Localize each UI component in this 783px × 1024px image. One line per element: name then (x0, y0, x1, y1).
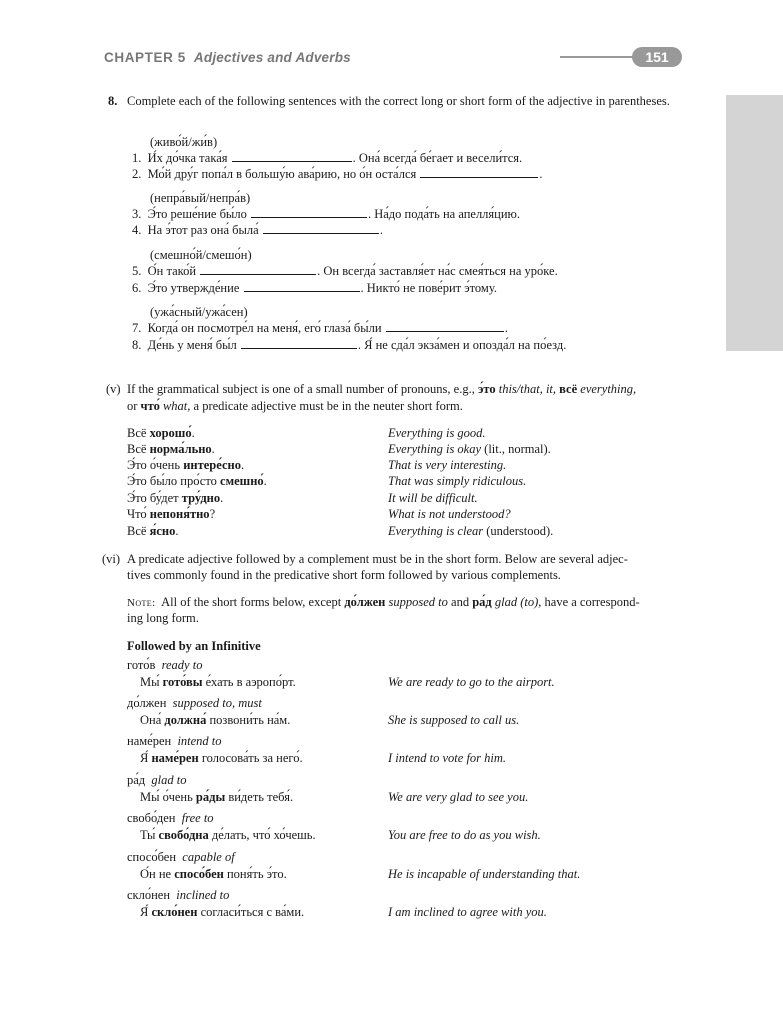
example-english: That was simply ridiculous. (388, 474, 527, 488)
example-russian: О́н не спосо́бен поня́ть э́то. (140, 867, 287, 881)
example-russian: Я́ наме́рен голосова́ть за него́. (140, 751, 303, 765)
adjective-pair: (ужа́сный/ужа́сен) (150, 305, 248, 319)
answer-blank[interactable] (241, 338, 357, 349)
example-russian: Всё хорошо́. (127, 426, 195, 440)
exercise-item: 8. Де́нь у меня́ бы́л . Я́ не сда́л экза́мен и опозда́л на по́езд. (132, 338, 567, 352)
rule-text: If the grammatical subject is one of a small number of pronouns, e.g., э́то this/that, it, всё everything, (127, 382, 637, 396)
headword: ра́д glad to (127, 773, 187, 787)
example-english: He is incapable of understanding that. (388, 867, 581, 881)
adjective-pair: (непра́вый/непра́в) (150, 191, 251, 205)
thumb-tab (726, 95, 783, 351)
chapter-label: CHAPTER 5 (104, 50, 186, 65)
headword: до́лжен supposed to, must (127, 696, 262, 710)
answer-blank[interactable] (251, 207, 367, 218)
note: Note: All of the short forms below, except до́лжен supposed to and ра́д glad (to), have a correspond- (127, 595, 640, 609)
answer-blank[interactable] (386, 321, 504, 332)
example-english: Everything is okay (lit., normal). (388, 442, 551, 456)
rule-text: or что́ what, a predicate adjective must be in the neuter short form. (127, 399, 463, 413)
example-english: She is supposed to call us. (388, 713, 520, 727)
example-english: What is not understood? (388, 507, 511, 521)
example-russian: Я́ скло́нен согласи́ться с ва́ми. (140, 905, 305, 919)
exercise-item: 4. На э́тот раз она́ была́ . (132, 223, 383, 237)
example-russian: Всё норма́льно. (127, 442, 215, 456)
section-label: (v) (106, 382, 121, 396)
example-english: Everything is clear (understood). (388, 524, 554, 538)
rule-text: A predicate adjective followed by a complement must be in the short form. Below are several adjec- (127, 552, 628, 566)
answer-blank[interactable] (420, 167, 538, 178)
headword: скло́нен inclined to (127, 888, 230, 902)
adjective-pair: (смешно́й/смешо́н) (150, 248, 252, 262)
running-head (104, 50, 351, 65)
answer-blank[interactable] (200, 264, 316, 275)
adjective-pair: (живо́й/жи́в) (150, 135, 218, 149)
exercise-item: 2. Мо́й дру́г попа́л в большу́ю ава́рию, но о́н оста́лся . (132, 167, 543, 181)
chapter-title: Adjectives and Adverbs (193, 50, 351, 65)
section-label: (vi) (102, 552, 121, 566)
example-russian: Что́ непоня́тно? (127, 507, 216, 521)
exercise-item: 7. Когда́ он посмотре́л на меня́, его́ глаза́ бы́ли . (132, 321, 508, 335)
answer-blank[interactable] (232, 151, 352, 162)
rule-text: tives commonly found in the predicative short form followed by various complements. (127, 568, 561, 582)
example-russian: Она́ должна́ позвони́ть на́м. (140, 713, 291, 727)
note: ing long form. (127, 611, 199, 625)
example-russian: Э́то о́чень интере́сно. (127, 458, 245, 472)
subheading: Followed by an Infinitive (127, 639, 261, 653)
example-english: It will be difficult. (388, 491, 478, 505)
example-english: You are free to do as you wish. (388, 828, 541, 842)
page-number: 151 (632, 47, 682, 67)
example-russian: Э́то бу́дет тру́дно. (127, 491, 224, 505)
exercise-item: 3. Э́то реше́ние бы́ло . На́до пода́ть на апелля́цию. (132, 207, 521, 221)
example-russian: Всё я́сно. (127, 524, 179, 538)
exercise-item: 6. Э́то утвержде́ние . Никто́ не пове́рит э́тому. (132, 281, 497, 295)
example-english: I am inclined to agree with you. (388, 905, 547, 919)
answer-blank[interactable] (263, 223, 379, 234)
header-rule (560, 56, 640, 58)
exercise-number: 8. (108, 94, 118, 108)
headword: спосо́бен capable of (127, 850, 235, 864)
example-russian: Ты́ свобо́дна де́лать, что́ хо́чешь. (140, 828, 316, 842)
exercise-item: 1. И́х до́чка така́я . Она́ всегда́ бе́гает и весели́тся. (132, 151, 523, 165)
example-russian: Э́то бы́ло про́сто смешно́. (127, 474, 267, 488)
headword: наме́рен intend to (127, 734, 222, 748)
exercise-instruction: Complete each of the following sentences with the correct long or short form of the adjective in parentheses. (127, 94, 670, 108)
example-english: We are very glad to see you. (388, 790, 529, 804)
example-english: Everything is good. (388, 426, 486, 440)
example-russian: Мы́ о́чень ра́ды ви́деть тебя́. (140, 790, 294, 804)
example-english: I intend to vote for him. (388, 751, 507, 765)
example-english: We are ready to go to the airport. (388, 675, 555, 689)
headword: свобо́ден free to (127, 811, 214, 825)
example-english: That is very interesting. (388, 458, 507, 472)
headword: гото́в ready to (127, 658, 203, 672)
answer-blank[interactable] (244, 281, 360, 292)
example-russian: Мы́ гото́вы е́хать в аэропо́рт. (140, 675, 296, 689)
exercise-item: 5. О́н тако́й . Он всегда́ заставля́ет на́с смея́ться на уро́ке. (132, 264, 558, 278)
